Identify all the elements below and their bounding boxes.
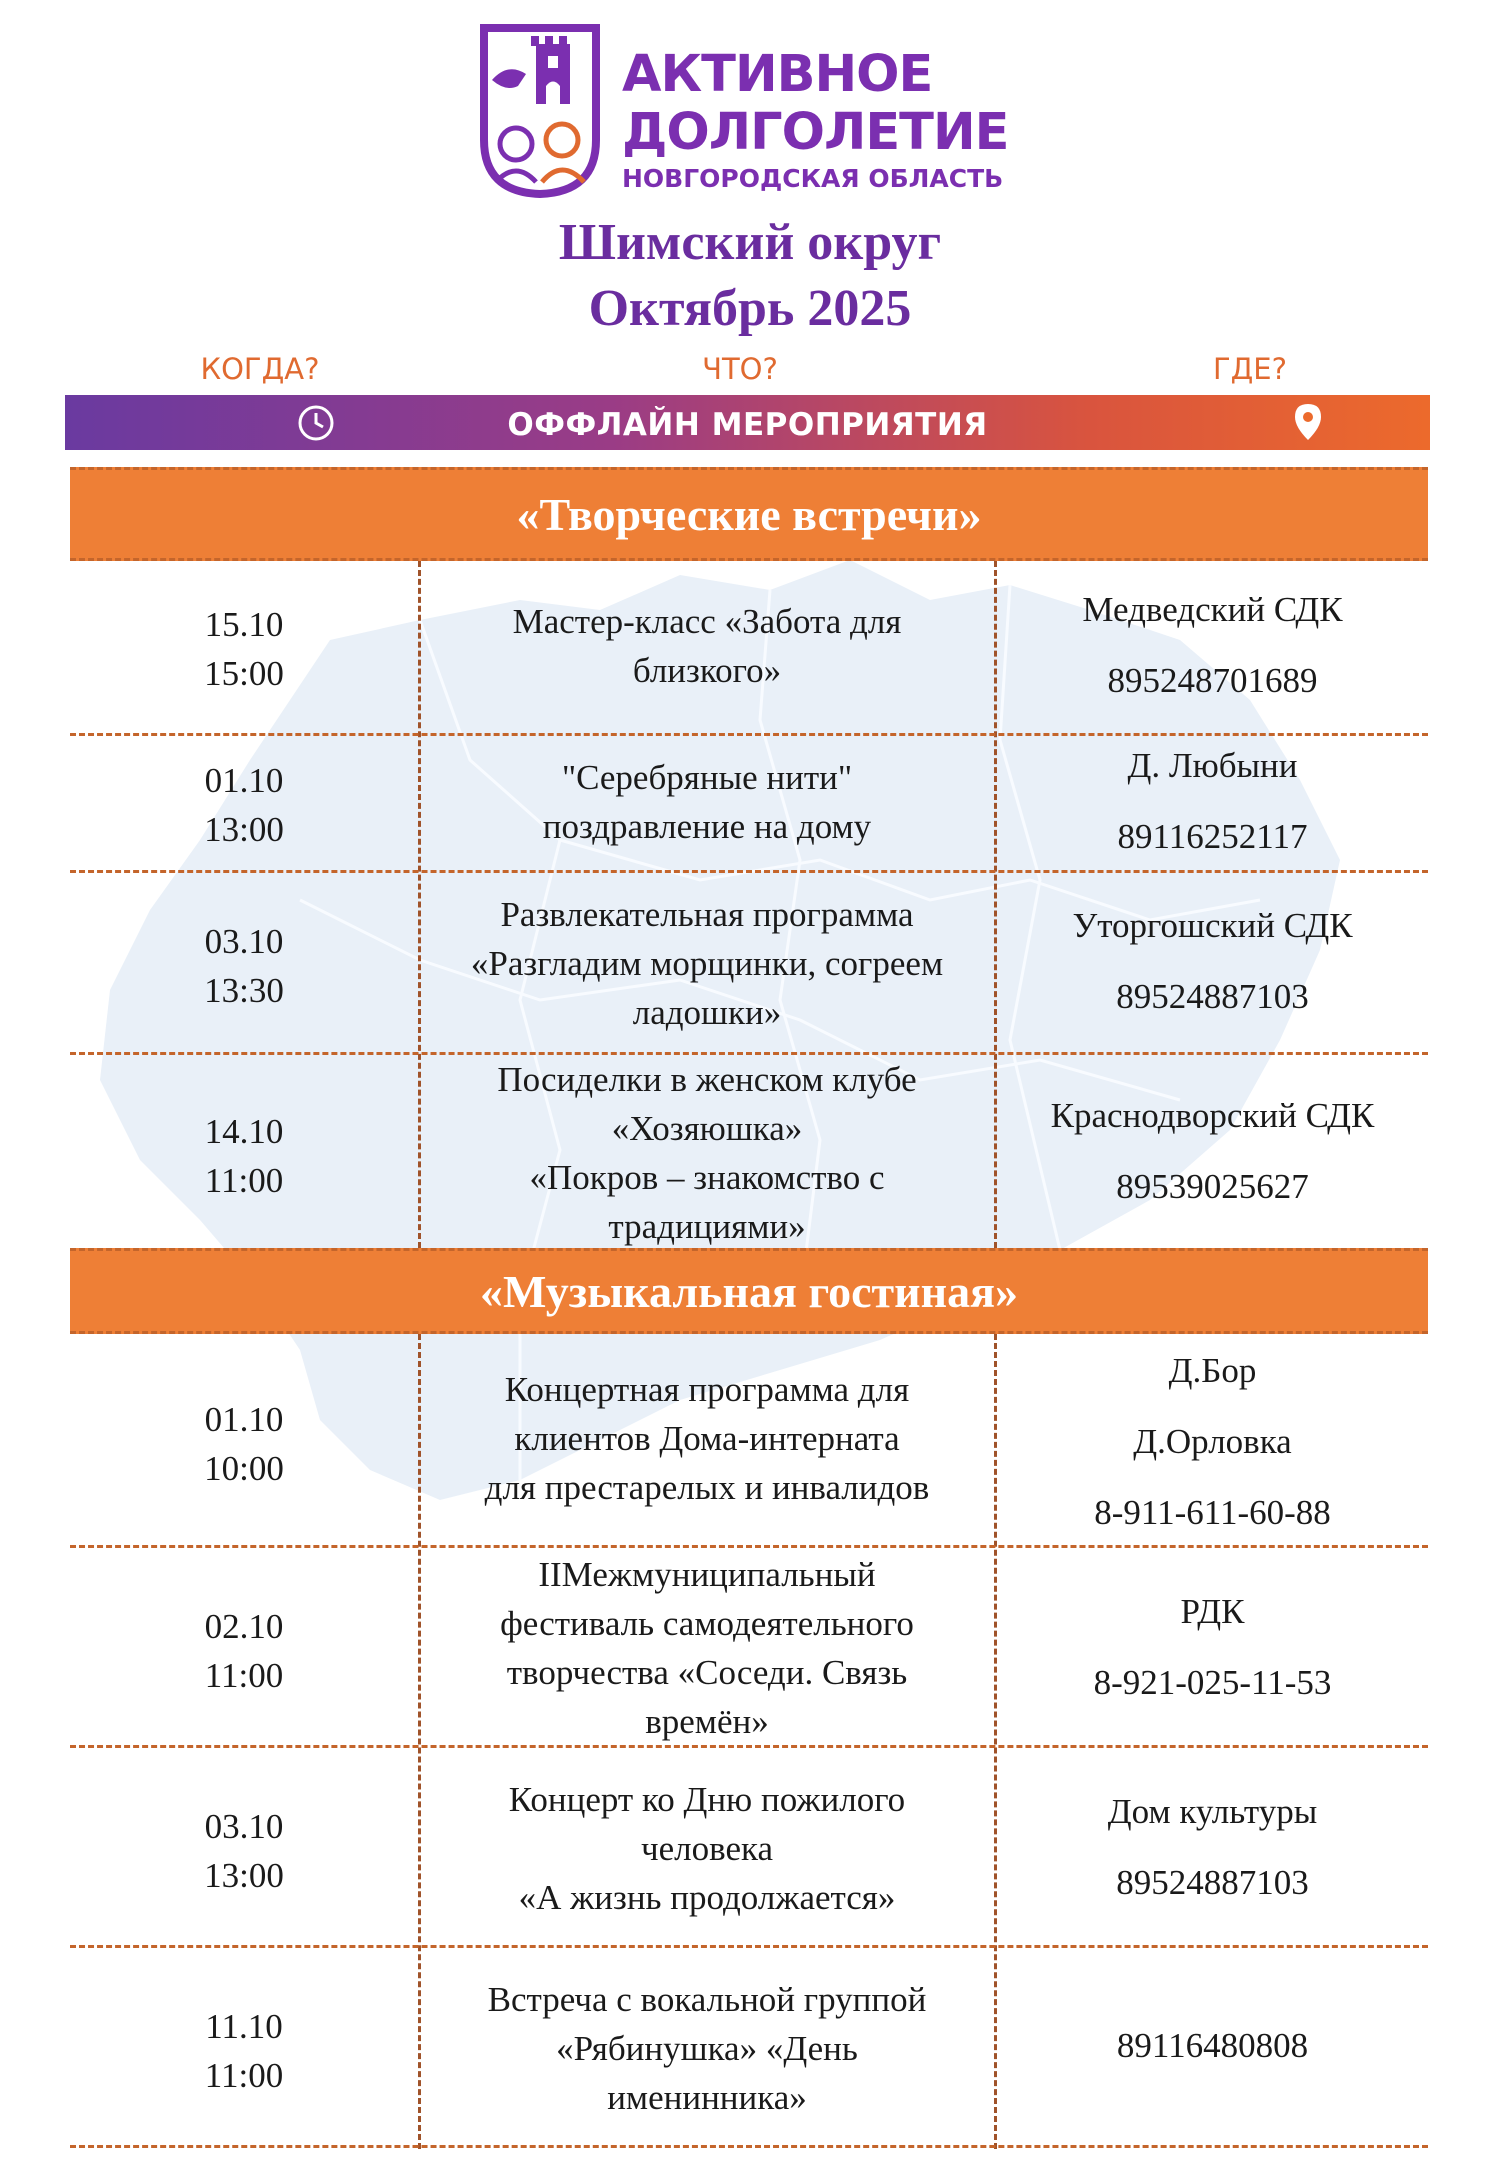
event-date: 01.10: [204, 1400, 284, 1439]
event-place: Д. Любыни: [1127, 746, 1298, 785]
section-header-music-lounge: «Музыкальная гостиная»: [70, 1248, 1428, 1334]
event-time: 13:00: [204, 1856, 284, 1895]
event-place: Краснодворский СДК: [1050, 1096, 1375, 1135]
event-title-line: Развлекательная программа: [500, 895, 914, 934]
event-when: [70, 1395, 418, 1493]
event-date: 14.10: [204, 1112, 284, 1151]
event-title-line: человека: [641, 1829, 773, 1868]
event-title-line: «Покров – знакомство с: [529, 1158, 885, 1197]
event-phone: 895248701689: [1107, 661, 1318, 700]
clock-icon: [297, 404, 335, 442]
event-title-line: Концерт ко Дню пожилого: [508, 1780, 906, 1819]
event-where: [997, 1080, 1428, 1222]
event-time: 11:00: [204, 1161, 284, 1200]
column-label-when: КОГДА?: [200, 352, 320, 386]
event-where: [997, 730, 1428, 872]
event-place: РДК: [1180, 1592, 1245, 1631]
offline-events-banner: [65, 395, 1430, 450]
event-title-line: близкого»: [632, 651, 782, 690]
event-title-line: Мастер-класс «Забота для: [512, 602, 902, 641]
column-label-what: ЧТО?: [702, 352, 778, 386]
event-time: 11:00: [204, 1656, 284, 1695]
banner-label: ОФФЛАЙН МЕРОПРИЯТИЯ: [507, 407, 988, 443]
event-title-line: Встреча с вокальной группой: [487, 1980, 927, 2019]
event-title-line: для престарелых и инвалидов: [484, 1468, 930, 1507]
event-date: 01.10: [204, 761, 284, 800]
logo-line-1: АКТИВНОЕ: [622, 45, 933, 104]
page-title-month: Октябрь 2025: [588, 280, 912, 337]
event-time: 15:00: [204, 654, 284, 693]
column-divider: [418, 1334, 421, 2149]
event-where: [997, 1335, 1428, 1548]
event-phone: 89524887103: [1116, 977, 1309, 1016]
logo-wordmark: [622, 46, 1009, 196]
event-what: [422, 597, 992, 695]
event-title-line: творчества «Соседи. Связь: [506, 1653, 908, 1692]
event-title-line: Концертная программа для: [504, 1370, 910, 1409]
event-date: 02.10: [204, 1607, 284, 1646]
event-what: [422, 1365, 992, 1512]
event-place: Дом культуры: [1107, 1792, 1318, 1831]
row-divider: [70, 1945, 1428, 1948]
page-title-district: Шимский округ: [558, 214, 942, 271]
event-phone: 8-911-611-60-88: [1094, 1493, 1331, 1532]
location-pin-icon: [1293, 402, 1323, 442]
section-header-creative-meetings: «Творческие встречи»: [70, 467, 1428, 561]
column-label-where: ГДЕ?: [1212, 352, 1288, 386]
event-time: 13:00: [204, 810, 284, 849]
event-when: [70, 600, 418, 698]
event-where: [997, 574, 1428, 716]
event-title-line: ладошки»: [632, 993, 782, 1032]
column-divider: [418, 561, 421, 1248]
event-phone: 89116480808: [1116, 2026, 1309, 2065]
event-what: [422, 1975, 992, 2122]
event-title-line: Посиделки в женском клубе: [497, 1060, 917, 1099]
event-title-line: фестиваль самодеятельного: [500, 1604, 914, 1643]
event-title-line: IIМежмуниципальный: [538, 1555, 876, 1594]
row-divider: [70, 2145, 1428, 2148]
event-title-line: традициями»: [608, 1207, 806, 1246]
event-when: [70, 756, 418, 854]
event-where: [997, 1776, 1428, 1918]
event-where: [997, 890, 1428, 1032]
event-what: [422, 1775, 992, 1922]
event-when: [70, 1107, 418, 1205]
event-where: [997, 1576, 1428, 1718]
event-time: 10:00: [204, 1449, 284, 1488]
event-where: [997, 2010, 1428, 2081]
event-title-line: «А жизнь продолжается»: [518, 1878, 896, 1917]
event-time: 13:30: [204, 971, 284, 1010]
event-title-line: «Разгладим морщинки, согреем: [470, 944, 944, 983]
event-when: [70, 1802, 418, 1900]
event-what: [422, 890, 992, 1037]
event-time: 11:00: [204, 2056, 284, 2095]
event-place: Уторгошский СДК: [1072, 906, 1353, 945]
event-title-line: поздравление на дому: [542, 807, 872, 846]
logo-line-3: НОВГОРОДСКАЯ ОБЛАСТЬ: [622, 164, 1004, 193]
event-phone: 89539025627: [1116, 1167, 1309, 1206]
event-phone: 89116252117: [1117, 817, 1308, 856]
event-date: 03.10: [204, 1807, 284, 1846]
event-title-line: "Серебряные нити": [561, 758, 853, 797]
event-title-line: именинника»: [607, 2078, 807, 2117]
event-what: [422, 1550, 992, 1746]
event-what: [422, 1055, 992, 1251]
event-date: 03.10: [204, 922, 284, 961]
event-title-line: времён»: [645, 1702, 769, 1741]
event-place: Д.Бор: [1168, 1351, 1257, 1390]
logo-emblem-icon: [478, 22, 602, 198]
logo-line-2: ДОЛГОЛЕТИЕ: [622, 103, 1009, 162]
event-what: [422, 753, 992, 851]
event-phone: 89524887103: [1116, 1863, 1309, 1902]
event-title-line: «Рябинушка» «День: [556, 2029, 858, 2068]
event-when: [70, 2002, 418, 2100]
event-date: 15.10: [204, 605, 284, 644]
event-title-line: «Хозяюшка»: [611, 1109, 803, 1148]
event-when: [70, 917, 418, 1015]
event-date: 11.10: [205, 2007, 283, 2046]
event-place: Д.Орловка: [1133, 1422, 1292, 1461]
event-place: Медведский СДК: [1082, 590, 1343, 629]
event-title-line: клиентов Дома-интерната: [514, 1419, 900, 1458]
event-when: [70, 1602, 418, 1700]
event-phone: 8-921-025-11-53: [1093, 1663, 1332, 1702]
